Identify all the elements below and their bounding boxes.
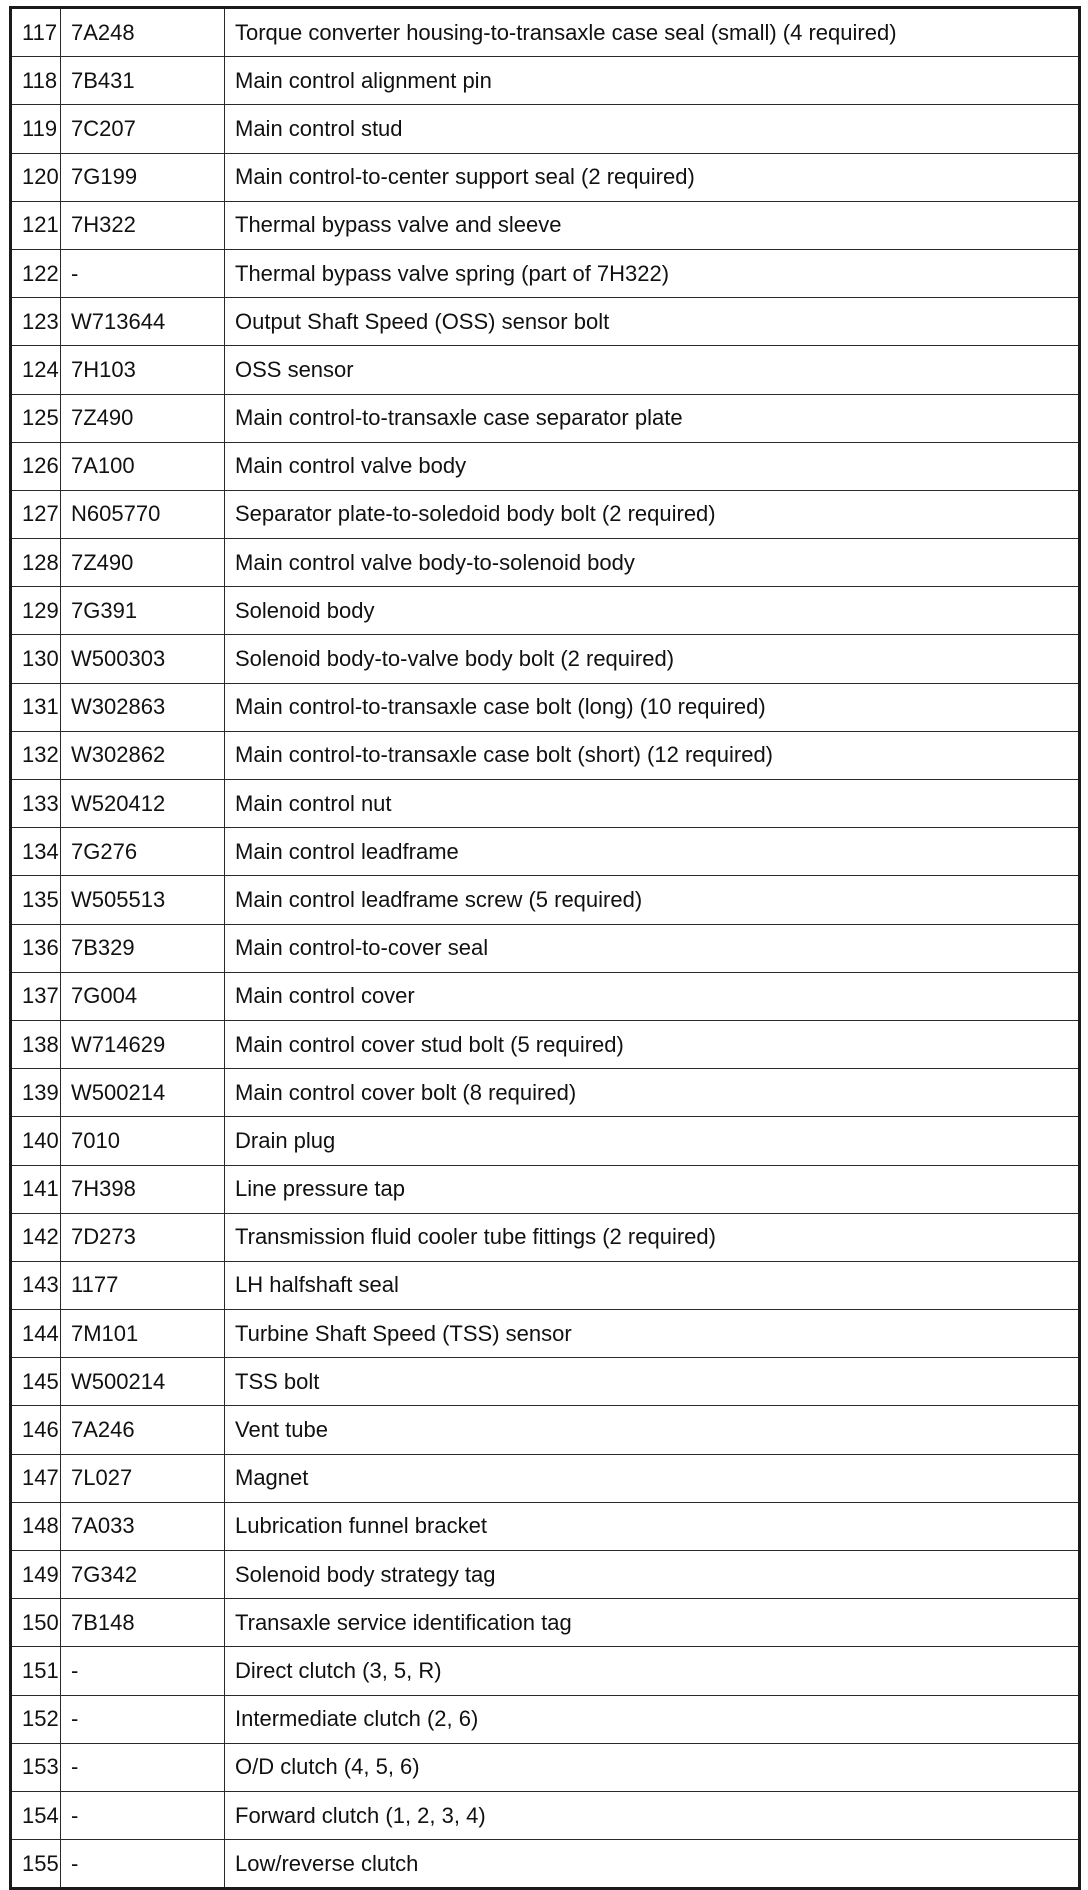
- part-number-cell: 7A100: [61, 442, 225, 490]
- item-number-cell: 149: [11, 1551, 61, 1599]
- table-row: [11, 876, 1080, 924]
- item-number-cell: 121: [11, 201, 61, 249]
- table-row: [11, 1599, 1080, 1647]
- item-number-cell: 141: [11, 1165, 61, 1213]
- table-row: [11, 1310, 1080, 1358]
- table-row: [11, 1647, 1080, 1695]
- table-row: [11, 1695, 1080, 1743]
- table-row: [11, 394, 1080, 442]
- table-row: [11, 1551, 1080, 1599]
- table-row: [11, 683, 1080, 731]
- table-row: [11, 539, 1080, 587]
- item-number-cell: 120: [11, 153, 61, 201]
- item-number-cell: 124: [11, 346, 61, 394]
- description-cell: Low/reverse clutch: [225, 1840, 1080, 1889]
- item-number-cell: 140: [11, 1117, 61, 1165]
- table-row: [11, 201, 1080, 249]
- item-number-cell: 133: [11, 780, 61, 828]
- table-row: [11, 1502, 1080, 1550]
- description-cell: O/D clutch (4, 5, 6): [225, 1743, 1080, 1791]
- item-number-cell: 134: [11, 828, 61, 876]
- part-number-cell: W500214: [61, 1358, 225, 1406]
- item-number-cell: 136: [11, 924, 61, 972]
- table-row: [11, 298, 1080, 346]
- description-cell: Main control alignment pin: [225, 57, 1080, 105]
- item-number-cell: 119: [11, 105, 61, 153]
- part-number-cell: 7B148: [61, 1599, 225, 1647]
- description-cell: Main control leadframe screw (5 required): [225, 876, 1080, 924]
- part-number-cell: 7H398: [61, 1165, 225, 1213]
- part-number-cell: -: [61, 249, 225, 297]
- table-row: [11, 635, 1080, 683]
- parts-table: [9, 6, 1081, 1890]
- item-number-cell: 145: [11, 1358, 61, 1406]
- item-number-cell: 147: [11, 1454, 61, 1502]
- description-cell: Line pressure tap: [225, 1165, 1080, 1213]
- part-number-cell: 7B431: [61, 57, 225, 105]
- part-number-cell: 7010: [61, 1117, 225, 1165]
- description-cell: Main control-to-transaxle case bolt (short) (12 required): [225, 731, 1080, 779]
- item-number-cell: 135: [11, 876, 61, 924]
- part-number-cell: W500303: [61, 635, 225, 683]
- table-row: [11, 1791, 1080, 1839]
- description-cell: Main control-to-transaxle case bolt (long) (10 required): [225, 683, 1080, 731]
- table-row: [11, 490, 1080, 538]
- item-number-cell: 151: [11, 1647, 61, 1695]
- item-number-cell: 139: [11, 1069, 61, 1117]
- description-cell: Main control-to-transaxle case separator plate: [225, 394, 1080, 442]
- part-number-cell: W302863: [61, 683, 225, 731]
- table-row: [11, 731, 1080, 779]
- part-number-cell: 7M101: [61, 1310, 225, 1358]
- description-cell: Lubrication funnel bracket: [225, 1502, 1080, 1550]
- part-number-cell: 7H322: [61, 201, 225, 249]
- part-number-cell: 7Z490: [61, 539, 225, 587]
- description-cell: Main control-to-center support seal (2 required): [225, 153, 1080, 201]
- part-number-cell: 7A248: [61, 8, 225, 57]
- part-number-cell: W500214: [61, 1069, 225, 1117]
- part-number-cell: 7G342: [61, 1551, 225, 1599]
- table-row: [11, 587, 1080, 635]
- table-row: [11, 8, 1080, 57]
- description-cell: Output Shaft Speed (OSS) sensor bolt: [225, 298, 1080, 346]
- part-number-cell: 7D273: [61, 1213, 225, 1261]
- table-row: [11, 1454, 1080, 1502]
- table-row: [11, 153, 1080, 201]
- parts-table-body: [11, 8, 1080, 1889]
- table-row: [11, 828, 1080, 876]
- table-row: [11, 1165, 1080, 1213]
- description-cell: Drain plug: [225, 1117, 1080, 1165]
- table-row: [11, 1117, 1080, 1165]
- item-number-cell: 144: [11, 1310, 61, 1358]
- table-row: [11, 57, 1080, 105]
- part-number-cell: 7G276: [61, 828, 225, 876]
- part-number-cell: 7G391: [61, 587, 225, 635]
- item-number-cell: 154: [11, 1791, 61, 1839]
- description-cell: Torque converter housing-to-transaxle case seal (small) (4 required): [225, 8, 1080, 57]
- item-number-cell: 128: [11, 539, 61, 587]
- description-cell: Main control stud: [225, 105, 1080, 153]
- description-cell: Solenoid body strategy tag: [225, 1551, 1080, 1599]
- table-row: [11, 972, 1080, 1020]
- description-cell: Solenoid body: [225, 587, 1080, 635]
- item-number-cell: 142: [11, 1213, 61, 1261]
- item-number-cell: 131: [11, 683, 61, 731]
- table-row: [11, 249, 1080, 297]
- description-cell: Vent tube: [225, 1406, 1080, 1454]
- item-number-cell: 129: [11, 587, 61, 635]
- item-number-cell: 138: [11, 1020, 61, 1068]
- table-row: [11, 1840, 1080, 1889]
- part-number-cell: -: [61, 1791, 225, 1839]
- item-number-cell: 150: [11, 1599, 61, 1647]
- description-cell: Main control valve body: [225, 442, 1080, 490]
- part-number-cell: W714629: [61, 1020, 225, 1068]
- part-number-cell: 7G004: [61, 972, 225, 1020]
- part-number-cell: W713644: [61, 298, 225, 346]
- description-cell: LH halfshaft seal: [225, 1261, 1080, 1309]
- item-number-cell: 123: [11, 298, 61, 346]
- part-number-cell: 7C207: [61, 105, 225, 153]
- part-number-cell: 7A033: [61, 1502, 225, 1550]
- item-number-cell: 132: [11, 731, 61, 779]
- item-number-cell: 127: [11, 490, 61, 538]
- item-number-cell: 137: [11, 972, 61, 1020]
- item-number-cell: 125: [11, 394, 61, 442]
- description-cell: Main control cover stud bolt (5 required): [225, 1020, 1080, 1068]
- item-number-cell: 148: [11, 1502, 61, 1550]
- part-number-cell: W302862: [61, 731, 225, 779]
- description-cell: Turbine Shaft Speed (TSS) sensor: [225, 1310, 1080, 1358]
- part-number-cell: -: [61, 1695, 225, 1743]
- item-number-cell: 126: [11, 442, 61, 490]
- description-cell: Main control valve body-to-solenoid body: [225, 539, 1080, 587]
- part-number-cell: W520412: [61, 780, 225, 828]
- description-cell: Solenoid body-to-valve body bolt (2 required): [225, 635, 1080, 683]
- item-number-cell: 118: [11, 57, 61, 105]
- part-number-cell: 7A246: [61, 1406, 225, 1454]
- item-number-cell: 152: [11, 1695, 61, 1743]
- part-number-cell: N605770: [61, 490, 225, 538]
- description-cell: Direct clutch (3, 5, R): [225, 1647, 1080, 1695]
- table-row: [11, 1743, 1080, 1791]
- part-number-cell: 7H103: [61, 346, 225, 394]
- table-row: [11, 346, 1080, 394]
- part-number-cell: 7L027: [61, 1454, 225, 1502]
- description-cell: Transaxle service identification tag: [225, 1599, 1080, 1647]
- table-row: [11, 105, 1080, 153]
- description-cell: Thermal bypass valve and sleeve: [225, 201, 1080, 249]
- item-number-cell: 155: [11, 1840, 61, 1889]
- table-row: [11, 1213, 1080, 1261]
- part-number-cell: 1177: [61, 1261, 225, 1309]
- part-number-cell: 7B329: [61, 924, 225, 972]
- part-number-cell: W505513: [61, 876, 225, 924]
- description-cell: Magnet: [225, 1454, 1080, 1502]
- table-row: [11, 780, 1080, 828]
- item-number-cell: 146: [11, 1406, 61, 1454]
- description-cell: OSS sensor: [225, 346, 1080, 394]
- part-number-cell: -: [61, 1840, 225, 1889]
- table-row: [11, 1020, 1080, 1068]
- item-number-cell: 130: [11, 635, 61, 683]
- part-number-cell: 7G199: [61, 153, 225, 201]
- table-row: [11, 1406, 1080, 1454]
- part-number-cell: 7Z490: [61, 394, 225, 442]
- description-cell: Main control nut: [225, 780, 1080, 828]
- description-cell: Main control leadframe: [225, 828, 1080, 876]
- item-number-cell: 153: [11, 1743, 61, 1791]
- part-number-cell: -: [61, 1647, 225, 1695]
- item-number-cell: 117: [11, 8, 61, 57]
- description-cell: TSS bolt: [225, 1358, 1080, 1406]
- description-cell: Main control cover: [225, 972, 1080, 1020]
- description-cell: Separator plate-to-soledoid body bolt (2 required): [225, 490, 1080, 538]
- description-cell: Intermediate clutch (2, 6): [225, 1695, 1080, 1743]
- description-cell: Main control cover bolt (8 required): [225, 1069, 1080, 1117]
- table-row: [11, 1358, 1080, 1406]
- table-row: [11, 1261, 1080, 1309]
- description-cell: Transmission fluid cooler tube fittings (2 required): [225, 1213, 1080, 1261]
- description-cell: Forward clutch (1, 2, 3, 4): [225, 1791, 1080, 1839]
- description-cell: Thermal bypass valve spring (part of 7H322): [225, 249, 1080, 297]
- part-number-cell: -: [61, 1743, 225, 1791]
- table-row: [11, 924, 1080, 972]
- table-row: [11, 1069, 1080, 1117]
- item-number-cell: 122: [11, 249, 61, 297]
- description-cell: Main control-to-cover seal: [225, 924, 1080, 972]
- table-row: [11, 442, 1080, 490]
- item-number-cell: 143: [11, 1261, 61, 1309]
